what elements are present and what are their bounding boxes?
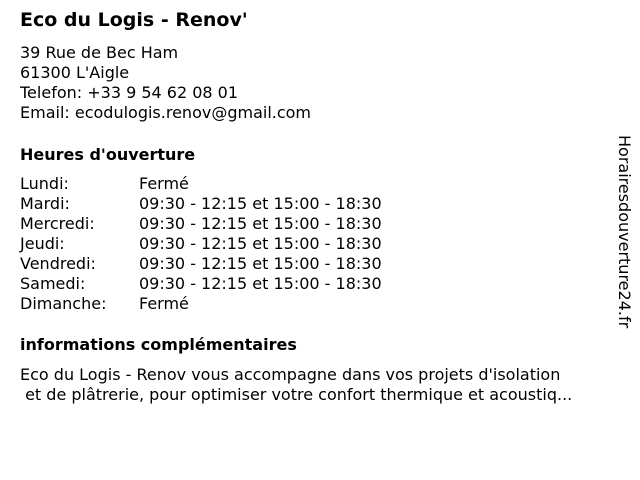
day-label: Dimanche: — [20, 294, 107, 313]
time-value: 09:30 - 12:15 et 15:00 - 18:30 — [139, 234, 382, 253]
time-value: 09:30 - 12:15 et 15:00 - 18:30 — [139, 274, 382, 293]
description-line-2: et de plâtrerie, pour optimiser votre confort thermique et acoustiq... — [20, 385, 573, 404]
hours-heading: Heures d'ouverture — [20, 145, 196, 164]
day-label: Mardi: — [20, 194, 70, 213]
city: 61300 L'Aigle — [20, 63, 130, 82]
day-label: Samedi: — [20, 274, 86, 293]
info-heading: informations complémentaires — [20, 335, 297, 354]
time-value: 09:30 - 12:15 et 15:00 - 18:30 — [139, 194, 382, 213]
phone-number[interactable]: Telefon: +33 9 54 62 08 01 — [20, 83, 239, 102]
site-watermark: Horairesdouverture24.fr — [615, 135, 634, 329]
time-value: 09:30 - 12:15 et 15:00 - 18:30 — [139, 254, 382, 273]
description-line-1: Eco du Logis - Renov vous accompagne dans vos projets d'isolation — [20, 365, 561, 384]
day-label: Vendredi: — [20, 254, 96, 273]
street-address: 39 Rue de Bec Ham — [20, 43, 179, 62]
time-value: Fermé — [139, 174, 189, 193]
info-description — [20, 365, 630, 405]
business-name: Eco du Logis - Renov' — [20, 9, 248, 31]
time-value: Fermé — [139, 294, 189, 313]
address-block — [20, 43, 311, 123]
day-label: Lundi: — [20, 174, 69, 193]
time-value: 09:30 - 12:15 et 15:00 - 18:30 — [139, 214, 382, 233]
day-label: Jeudi: — [20, 234, 65, 253]
day-label: Mercredi: — [20, 214, 95, 233]
email-address[interactable]: Email: ecodulogis.renov@gmail.com — [20, 103, 312, 122]
